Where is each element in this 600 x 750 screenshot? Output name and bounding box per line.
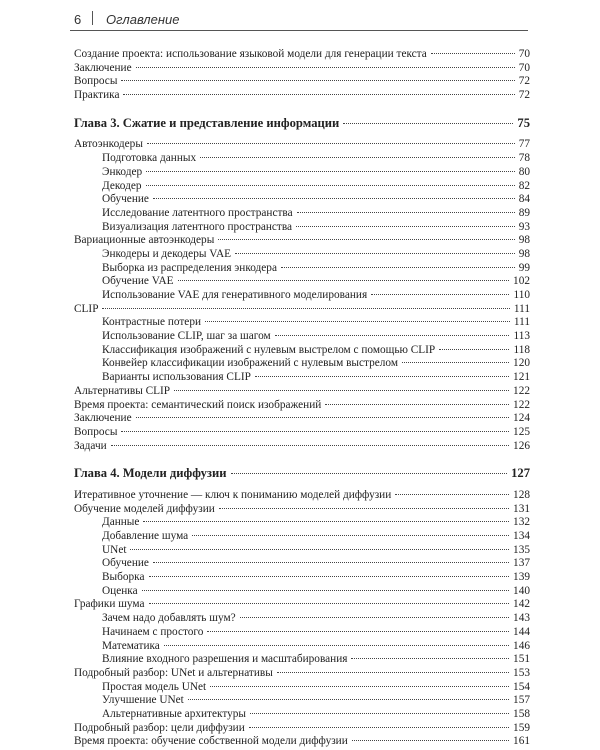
toc-entry-title: Влияние входного разрешения и масштабирования [102, 653, 348, 666]
toc-entry[interactable] [74, 371, 530, 385]
dot-leader [240, 617, 509, 618]
toc-entry[interactable] [74, 275, 530, 289]
toc-entry-title: Обучение [102, 557, 149, 570]
toc-entry-title: Глава 3. Сжатие и представление информации [74, 115, 340, 130]
toc-entry-page: 72 [518, 75, 530, 88]
dot-leader [296, 226, 515, 227]
toc-entry[interactable] [74, 152, 530, 166]
toc-entry[interactable] [74, 735, 530, 749]
toc-entry[interactable] [74, 544, 530, 558]
toc-entry-title: Автоэнкодеры [74, 138, 143, 151]
toc-entry-page: 118 [513, 343, 530, 356]
toc-entry-title: Оценка [102, 584, 138, 597]
toc-entry-title: Обучение [102, 193, 149, 206]
toc-entry-page: 122 [513, 384, 530, 397]
dot-leader [136, 67, 515, 68]
toc-entry[interactable] [74, 75, 530, 89]
toc-entry-page: 139 [513, 571, 530, 584]
toc-entry-title: Обучение моделей диффузии [74, 502, 215, 515]
toc-entry-page: 127 [511, 466, 530, 481]
toc-entry[interactable] [74, 138, 530, 152]
toc-entry[interactable] [74, 207, 530, 221]
dot-leader [219, 508, 509, 509]
toc-entry-page: 124 [513, 412, 530, 425]
dot-leader [164, 645, 509, 646]
dot-leader [153, 198, 515, 199]
chapter-gap [74, 481, 530, 489]
dot-leader [395, 494, 509, 495]
dot-leader [153, 562, 509, 563]
toc-entry[interactable] [74, 234, 530, 248]
dot-leader [281, 267, 515, 268]
dot-leader [371, 294, 509, 295]
dot-leader [250, 713, 509, 714]
toc-entry[interactable] [74, 585, 530, 599]
toc-entry[interactable] [74, 503, 530, 517]
toc-entry-title: Выборка из распределения энкодера [102, 261, 277, 274]
toc-entry-page: 143 [513, 612, 530, 625]
toc-entry-page: 99 [518, 261, 530, 274]
toc-entry-title: Добавление шума [102, 530, 189, 542]
dot-leader [121, 431, 509, 432]
toc-entry-page: 110 [513, 289, 530, 301]
dot-leader [200, 157, 515, 158]
toc-entry-page: 113 [513, 330, 530, 343]
dot-leader [207, 631, 509, 632]
toc-entry[interactable] [74, 316, 530, 330]
dot-leader [121, 80, 514, 81]
toc-entry-title: Декодер [102, 179, 142, 192]
toc-entry-page: 126 [513, 439, 530, 452]
toc-entry-title: Математика [102, 639, 160, 652]
dot-leader [231, 473, 508, 474]
toc-entry-page: 158 [513, 707, 530, 720]
toc-entry-title: Классификация изображений с нулевым выстрелом с помощью CLIP [102, 343, 436, 356]
toc-entry-title: Варианты использования CLIP [102, 371, 251, 384]
toc-entry-page: 157 [513, 694, 530, 707]
toc-entry-page: 131 [513, 502, 530, 515]
toc-entry[interactable] [74, 412, 530, 426]
section-gap [74, 103, 530, 117]
toc-entry-page: 135 [513, 543, 530, 556]
dot-leader [142, 590, 509, 591]
dot-leader [143, 521, 509, 522]
table-of-contents [74, 48, 530, 749]
toc-entry-title: CLIP [74, 302, 99, 315]
toc-entry[interactable] [74, 344, 530, 358]
toc-entry-title: Начинаем с простого [102, 625, 204, 638]
toc-entry[interactable] [74, 530, 530, 544]
toc-entry-title: Вопросы [74, 75, 118, 88]
toc-entry[interactable] [74, 557, 530, 571]
dot-leader [249, 727, 509, 728]
dot-leader [235, 253, 515, 254]
toc-entry-title: Заключение [74, 412, 132, 425]
toc-entry-title: Простая модель UNet [102, 680, 207, 693]
dot-leader [146, 185, 515, 186]
toc-entry-title: Глава 4. Модели диффузии [74, 466, 227, 481]
toc-entry[interactable] [74, 221, 530, 235]
toc-entry-title: Подробный разбор: цели диффузии [74, 721, 245, 734]
toc-entry-page: 137 [513, 557, 530, 570]
dot-leader [325, 404, 509, 405]
toc-entry[interactable] [74, 262, 530, 276]
toc-entry-title: Подробный разбор: UNet и альтернативы [74, 666, 273, 679]
dot-leader [123, 94, 514, 95]
toc-entry-page: 159 [513, 721, 530, 734]
dot-leader [297, 212, 515, 213]
toc-entry[interactable] [74, 598, 530, 612]
toc-entry-page: 134 [513, 530, 530, 542]
toc-entry-title: Энкодеры и декодеры VAE [102, 247, 232, 260]
dot-leader [178, 280, 510, 281]
dot-leader [149, 576, 510, 577]
toc-entry-page: 128 [513, 488, 530, 501]
toc-entry[interactable] [74, 62, 530, 76]
toc-entry-page: 151 [513, 653, 530, 666]
toc-entry-title: Выборка [102, 571, 145, 584]
toc-entry[interactable] [74, 626, 530, 640]
toc-chapter-entry[interactable] [74, 117, 530, 131]
dot-leader [343, 123, 513, 124]
dot-leader [102, 308, 509, 309]
toc-entry[interactable] [74, 516, 530, 530]
toc-entry-page: 70 [518, 61, 530, 74]
toc-entry-page: 111 [513, 316, 530, 329]
toc-entry[interactable] [74, 48, 530, 62]
toc-entry[interactable] [74, 193, 530, 207]
toc-entry-title: Задачи [74, 439, 107, 452]
toc-entry-page: 161 [513, 735, 530, 748]
toc-entry-page: 142 [513, 598, 530, 611]
toc-entry-title: Подготовка данных [102, 152, 197, 165]
toc-entry-title: Данные [102, 516, 140, 529]
toc-entry[interactable] [74, 653, 530, 667]
section-gap [74, 453, 530, 467]
toc-entry-title: Использование CLIP, шаг за шагом [102, 330, 271, 343]
toc-entry-title: Улучшение UNet [102, 694, 184, 707]
toc-entry-page: 120 [513, 357, 530, 370]
toc-entry[interactable] [74, 385, 530, 399]
toc-entry[interactable] [74, 89, 530, 103]
chapter-gap [74, 130, 530, 138]
toc-entry-page: 154 [513, 680, 530, 693]
toc-entry-page: 80 [518, 165, 530, 178]
toc-entry[interactable] [74, 489, 530, 503]
toc-entry-title: UNet [102, 543, 127, 556]
toc-entry-page: 98 [518, 247, 530, 260]
dot-leader [218, 239, 514, 240]
toc-entry-page: 84 [518, 193, 530, 206]
toc-entry-title: Использование VAE для генеративного моделирования [102, 289, 368, 301]
toc-entry[interactable] [74, 357, 530, 371]
header-separator [92, 11, 93, 25]
toc-entry[interactable] [74, 640, 530, 654]
running-header [0, 0, 600, 26]
toc-entry-title: Энкодер [102, 165, 143, 178]
dot-leader [174, 390, 509, 391]
toc-entry-page: 82 [518, 179, 530, 192]
toc-entry[interactable] [74, 612, 530, 626]
toc-entry-page: 89 [518, 206, 530, 219]
dot-leader [275, 335, 510, 336]
toc-entry-title: Итеративное уточнение — ключ к пониманию моделей диффузии [74, 488, 392, 501]
toc-entry-title: Вопросы [74, 425, 118, 438]
toc-entry-page: 121 [513, 371, 530, 384]
toc-entry-title: Конвейер классификации изображений с нулевым выстрелом [102, 357, 398, 370]
dot-leader [205, 321, 510, 322]
toc-entry-title: Практика [74, 89, 120, 102]
toc-entry-page: 140 [513, 584, 530, 597]
dot-leader [255, 376, 509, 377]
toc-entry[interactable] [74, 289, 530, 303]
dot-leader [352, 740, 509, 741]
dot-leader [147, 143, 515, 144]
dot-leader [188, 699, 509, 700]
toc-entry-page: 122 [513, 398, 530, 411]
dot-leader [146, 171, 515, 172]
toc-entry-page: 72 [518, 89, 530, 102]
dot-leader [402, 362, 509, 363]
dot-leader [431, 53, 515, 54]
page-number: 6 [74, 12, 82, 27]
dot-leader [210, 686, 509, 687]
toc-entry-page: 78 [518, 152, 530, 165]
toc-entry-title: Время проекта: семантический поиск изображений [74, 398, 322, 411]
toc-entry[interactable] [74, 694, 530, 708]
dot-leader [111, 445, 509, 446]
toc-entry-page: 102 [513, 275, 530, 288]
toc-entry-page: 132 [513, 516, 530, 529]
dot-leader [130, 549, 509, 550]
dot-leader [149, 603, 510, 604]
toc-entry[interactable] [74, 440, 530, 454]
toc-entry-page: 153 [513, 666, 530, 679]
toc-entry-page: 144 [513, 625, 530, 638]
toc-entry[interactable] [74, 248, 530, 262]
toc-entry-page: 111 [513, 302, 530, 315]
toc-entry-title: Альтернативные архитектуры [102, 707, 246, 720]
dot-leader [439, 349, 509, 350]
toc-entry-title: Вариационные автоэнкодеры [74, 234, 215, 247]
toc-entry-page: 75 [517, 115, 530, 130]
toc-entry[interactable] [74, 708, 530, 722]
toc-entry[interactable] [74, 330, 530, 344]
toc-entry-title: Создание проекта: использование языковой модели для генерации текста [74, 48, 427, 60]
toc-entry[interactable] [74, 303, 530, 317]
toc-entry-title: Зачем надо добавлять шум? [102, 612, 236, 625]
toc-entry[interactable] [74, 426, 530, 440]
running-title: Оглавление [106, 12, 180, 27]
toc-entry[interactable] [74, 681, 530, 695]
toc-entry-page: 77 [518, 138, 530, 151]
toc-entry-page: 93 [518, 220, 530, 233]
toc-entry-page: 70 [518, 48, 530, 60]
toc-entry-title: Контрастные потери [102, 316, 202, 329]
toc-entry[interactable] [74, 166, 530, 180]
toc-entry-title: Время проекта: обучение собственной модели диффузии [74, 735, 348, 748]
dot-leader [136, 417, 509, 418]
toc-entry-title: Исследование латентного пространства [102, 206, 293, 219]
toc-entry-title: Заключение [74, 61, 132, 74]
toc-entry[interactable] [74, 571, 530, 585]
dot-leader [351, 658, 509, 659]
toc-entry[interactable] [74, 180, 530, 194]
header-rule [70, 30, 528, 31]
toc-entry[interactable] [74, 667, 530, 681]
toc-chapter-entry[interactable] [74, 467, 530, 481]
toc-entry[interactable] [74, 722, 530, 736]
toc-entry-page: 125 [513, 425, 530, 438]
toc-entry-page: 146 [513, 639, 530, 652]
toc-entry-page: 98 [518, 234, 530, 247]
toc-entry[interactable] [74, 399, 530, 413]
dot-leader [192, 535, 509, 536]
toc-entry-title: Визуализация латентного пространства [102, 220, 293, 233]
toc-entry-title: Альтернативы CLIP [74, 384, 171, 397]
toc-entry-title: Обучение VAE [102, 275, 174, 288]
toc-entry-title: Графики шума [74, 598, 145, 611]
dot-leader [277, 672, 509, 673]
